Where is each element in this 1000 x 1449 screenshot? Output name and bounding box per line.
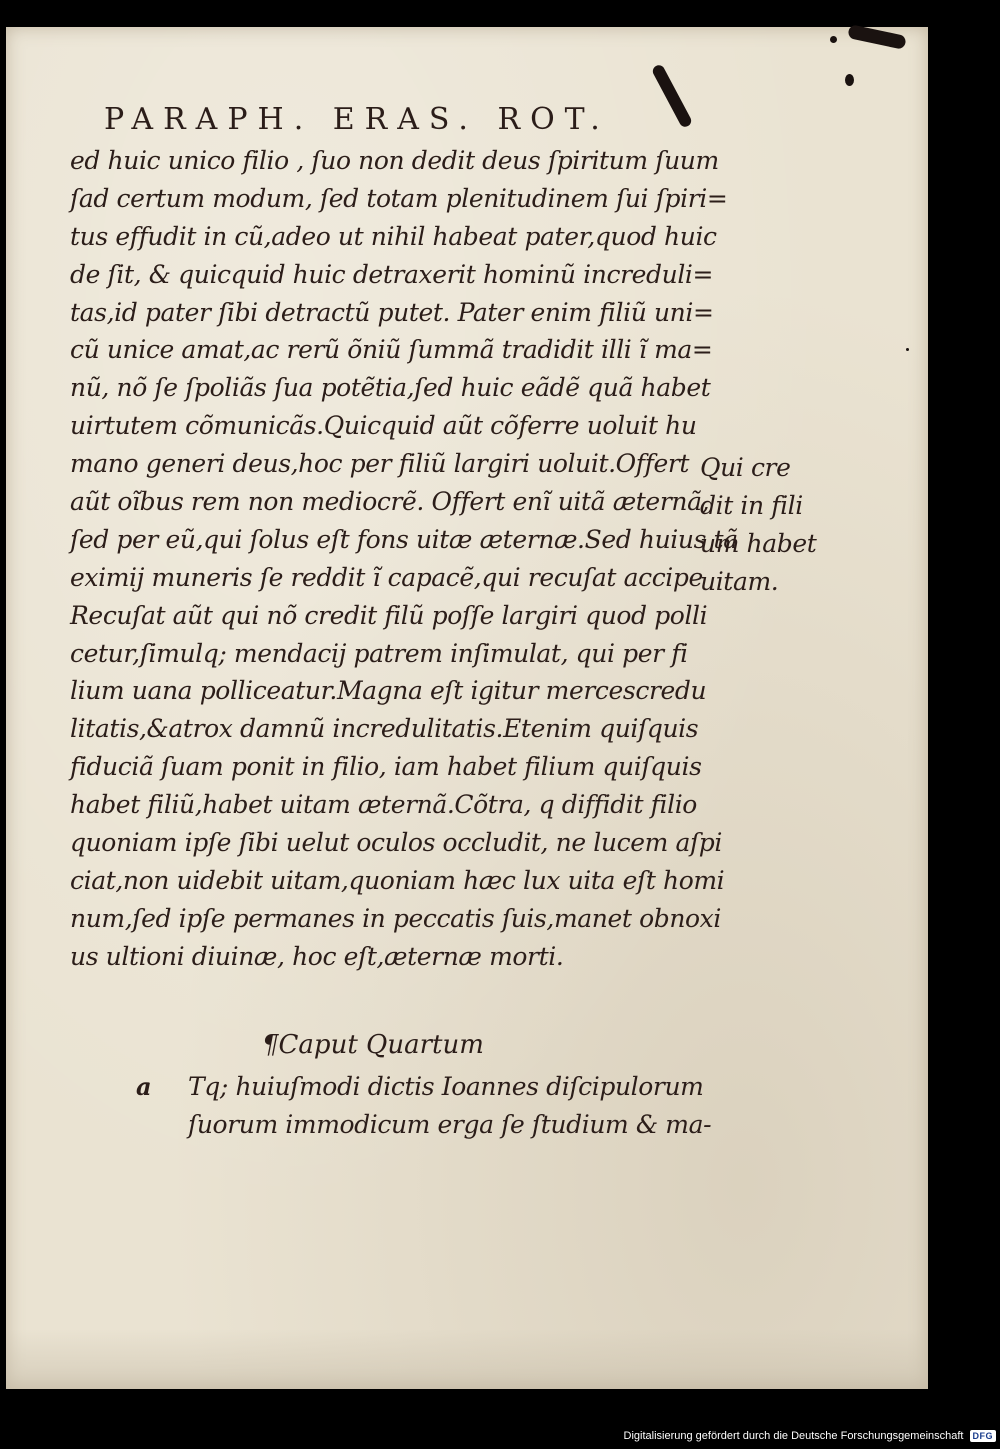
text-line: nũ, nõ ſe ſpoliãs ſua potẽtia,ſed huic eãdẽ quã habet xyxy=(70,373,711,403)
marginal-note xyxy=(700,449,830,601)
text-line: litatis,&atrox damnũ incredulitatis.Etenim quiſquis xyxy=(70,714,699,744)
chapter-heading: ¶Caput Quartum xyxy=(262,1030,484,1060)
text-line: mano generi deus,hoc per filiũ largiri uoluit.Offert xyxy=(70,449,690,479)
text-line: fiduciã ſuam ponit in filio, iam habet filium quiſquis xyxy=(70,752,702,782)
text-line: tus effudit in cũ,adeo ut nihil habeat pater,quod huic xyxy=(70,221,717,251)
page-bottom-edge xyxy=(6,1329,928,1389)
text-line: eximij muneris ſe reddit ĩ capacẽ,qui recuſat accipe xyxy=(70,562,703,592)
text-line: lium uana polliceatur.Magna eſt igitur mercescredu xyxy=(70,676,707,706)
running-title: PARAPH. ERAS. ROT. xyxy=(104,102,610,137)
text-line: habet filiũ,habet uitam æternã.Cõtra, q diffidit filio xyxy=(70,790,697,820)
text-line: ſad certum modum, ſed totam plenitudinem ſui ſpiri= xyxy=(70,183,728,213)
text-line: Tq; huiuſmodi dictis Ioannes diſcipulorum xyxy=(188,1072,704,1101)
text-line: tas,id pater ſibi detractũ putet. Pater enim filiũ uni= xyxy=(70,297,714,327)
dfg-logo: DFG xyxy=(970,1430,997,1442)
text-line: ſed per eũ,qui ſolus eſt fons uitæ æternæ.Sed huius tã xyxy=(70,524,738,554)
digitization-footer xyxy=(624,1425,996,1447)
ink-speck xyxy=(830,36,837,43)
text-line: cetur,ſimulq; mendacij patrem inſimulat, qui per fi xyxy=(70,638,688,668)
text-line: uirtutem cõmunicãs.Quicquid aũt cõferre uoluit hu xyxy=(70,411,697,441)
chapter-text xyxy=(188,1068,712,1144)
text-line: aũt oĩbus rem non mediocrẽ. Offert enĩ uitã æternã, xyxy=(70,487,710,517)
text-line: ſuorum immodicum erga ſe ſtudium & ma- xyxy=(188,1109,712,1139)
text-line: num,ſed ipſe permanes in peccatis ſuis,manet obnoxi xyxy=(70,903,721,933)
text-line: de ſit, & quicquid huic detraxerit hominũ increduli= xyxy=(70,259,714,289)
text-line: ciat,non uidebit uitam,quoniam hæc lux uita eſt homi xyxy=(70,865,725,895)
marginal-note-line: uitam. xyxy=(700,566,779,596)
ink-speck xyxy=(906,348,909,351)
marginal-note-line: dit in fili xyxy=(700,490,803,520)
main-text xyxy=(70,142,738,976)
marginal-note-line: Qui cre xyxy=(700,453,791,482)
ink-speck xyxy=(845,74,854,86)
text-line: us ultioni diuinæ, hoc eſt,æternæ morti. xyxy=(70,941,564,971)
text-line: cũ unice amat,ac rerũ õniũ ſummã tradidit illi ĩ ma= xyxy=(70,335,713,365)
funding-credit: Digitalisierung gefördert durch die Deutsche Forschungsgemeinschaft xyxy=(623,1430,964,1442)
text-line: ed huic unico filio , ſuo non dedit deus ſpiritum ſuum xyxy=(70,146,719,175)
text-line: Recuſat aũt qui nõ credit filũ poſſe largiri quod polli xyxy=(70,600,708,630)
text-line: quoniam ipſe ſibi uelut oculos occludit, ne lucem aſpi xyxy=(70,828,722,858)
marginal-note-line: um habet xyxy=(700,528,817,558)
signature-mark: a xyxy=(136,1072,152,1101)
